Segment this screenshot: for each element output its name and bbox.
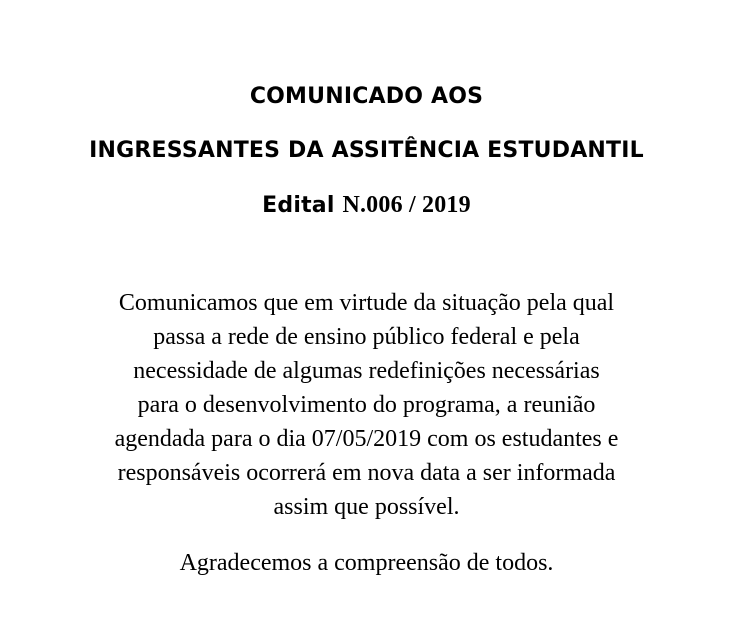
notice-title-line-1: COMUNICADO AOS — [249, 84, 484, 109]
edital-label: Edital — [262, 193, 335, 218]
notice-body — [0, 286, 733, 524]
body-line: Comunicamos que em virtude da situação pela qual — [118, 290, 615, 316]
edital-heading — [0, 192, 733, 219]
body-line: para o desenvolvimento do programa, a reunião — [137, 392, 596, 418]
body-line: responsáveis ocorrerá em nova data a ser informada — [117, 460, 616, 486]
notice-title-line-2: INGRESSANTES DA ASSITÊNCIA ESTUDANTIL — [89, 138, 644, 163]
body-line: necessidade de algumas redefinições necessárias — [133, 358, 600, 384]
body-line: agendada para o dia 07/05/2019 com os estudantes e — [114, 426, 619, 452]
closing-text: Agradecemos a compreensão de todos. — [179, 550, 554, 576]
body-line: passa a rede de ensino público federal e pela — [153, 324, 580, 350]
edital-number: N.006 / 2019 — [342, 192, 471, 218]
body-line: assim que possível. — [273, 494, 460, 520]
